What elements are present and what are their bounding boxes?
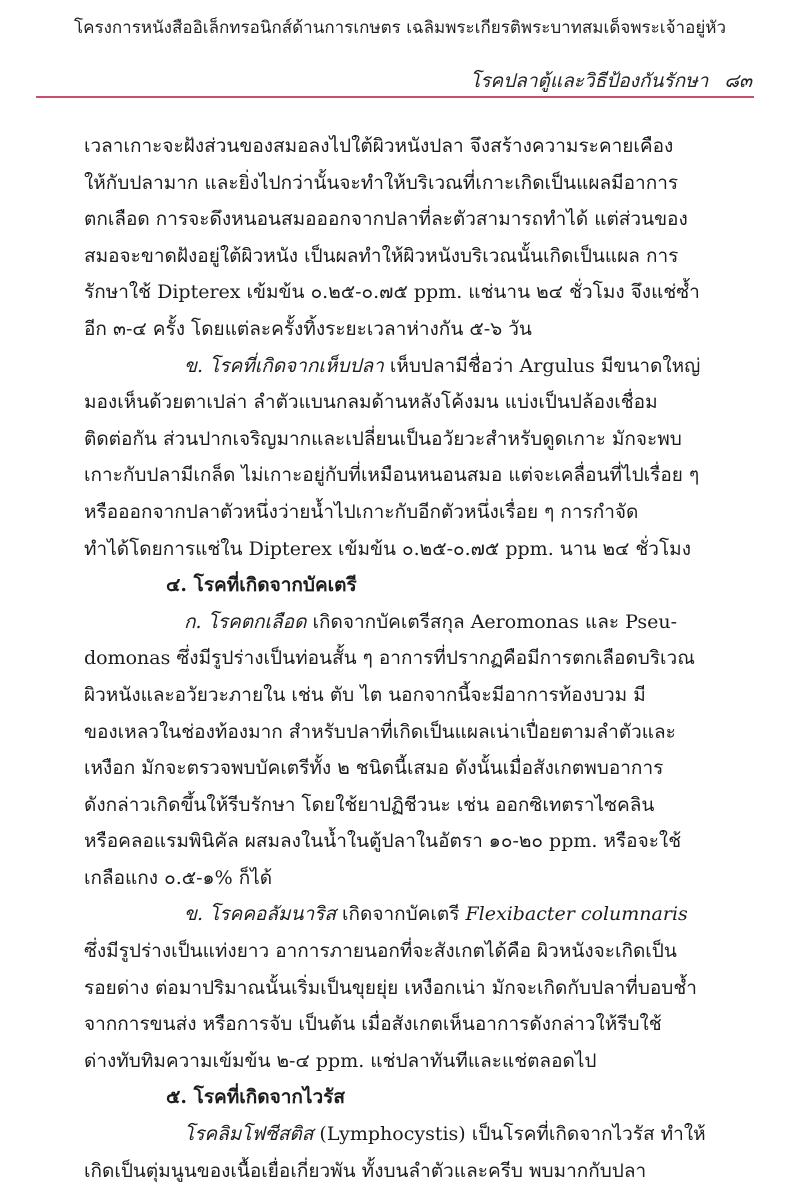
text-line: เกลือแกง ๐.๕-๑% ก็ได้ xyxy=(84,866,273,889)
text-line: ตกเลือด การจะดึงหนอนสมอออกจากปลาที่ละตัวสามารถทำได้ แต่ส่วนของ xyxy=(84,208,688,231)
text-line: เกาะกับปลามีเกล็ด ไม่เกาะอยู่กับที่เหมือนหนอนสมอ แต่จะเคลื่อนที่ไปเรื่อย ๆ xyxy=(84,464,700,487)
text-line: เหงือก มักจะตรวจพบบัคเตรีทั้ง ๒ ชนิดนี้เสมอ ดังนั้นเมื่อสังเกตพบอาการ xyxy=(84,757,664,780)
text-line: เวลาเกาะจะฝังส่วนของสมอลงไปใต้ผิวหนังปลา จึงสร้างความระคายเคือง xyxy=(84,135,674,157)
text-line: ทำได้โดยการแช่ใน Dipterex เข้มข้น ๐.๒๕-๐.๗๕ ppm. นาน ๒๔ ชั่วโมง xyxy=(84,537,691,560)
text-line: รักษาใช้ Dipterex เข้มข้น ๐.๒๕-๐.๗๕ ppm. แช่นาน ๒๔ ชั่วโมง จึงแช่ซ้ำ xyxy=(84,281,700,304)
text-line: หรือคลอแรมพินิคัล ผสมลงในน้ำในตู้ปลาในอัตรา ๑๐-๒๐ ppm. หรือจะใช้ xyxy=(84,830,682,853)
paragraph-start-line: ข. โรคที่เกิดจากเห็บปลา เห็บปลามีชื่อว่า Argulus มีขนาดใหญ่ xyxy=(184,354,701,377)
text-line: ซึ่งมีรูปร่างเป็นแท่งยาว อาการภายนอกที่จะสังเกตได้คือ ผิวหนังจะเกิดเป็น xyxy=(84,940,677,963)
section-heading: ๔. โรคที่เกิดจากบัคเตรี xyxy=(166,574,357,597)
text-line: ของเหลวในช่องท้องมาก สำหรับปลาที่เกิดเป็นแผลเน่าเปื่อยตามลำตัวและ xyxy=(84,720,676,743)
paragraph-start-line: โรคลิมโฟซีสติส (Lymphocystis) เป็นโรคที่เกิดจากไวรัส ทำให้ xyxy=(184,1123,706,1146)
series-title: โครงการหนังสืออิเล็กทรอนิกส์ด้านการเกษตร เฉลิมพระเกียรติพระบาทสมเด็จพระเจ้าอยู่หัว xyxy=(73,18,727,38)
text-line: ติดต่อกัน ส่วนปากเจริญมากและเปลี่ยนเป็นอวัยวะสำหรับดูดเกาะ มักจะพบ xyxy=(84,427,682,450)
body-text xyxy=(84,128,720,1189)
text-line: มองเห็นด้วยตาเปล่า ลำตัวแบนกลมด้านหลังโค้งมน แบ่งเป็นปล้องเชื่อม xyxy=(84,391,658,414)
subsection-title: ข. โรคที่เกิดจากเห็บปลา xyxy=(184,354,384,377)
text-line: อีก ๓-๔ ครั้ง โดยแต่ละครั้งทิ้งระยะเวลาห่างกัน ๕-๖ วัน xyxy=(84,317,532,340)
section-heading: ๕. โรคที่เกิดจากไวรัส xyxy=(166,1086,345,1109)
chapter-title: โรคปลาตู้และวิธีป้องกันรักษา xyxy=(470,70,709,92)
subsection-title: โรคลิมโฟซีสติส xyxy=(184,1123,314,1146)
text-line: รอยด่าง ต่อมาปริมาณนั้นเริ่มเป็นขุยยุ่ย เหงือกเน่า มักจะเกิดกับปลาที่บอบช้ำ xyxy=(84,976,697,999)
text-line: จากการขนส่ง หรือการจับ เป็นต้น เมื่อสังเกตเห็นอาการดังกล่าวให้รีบใช้ xyxy=(84,1013,662,1036)
text-line: ดังกล่าวเกิดขึ้นให้รีบรักษา โดยใช้ยาปฏิชีวนะ เช่น ออกซิเทตราไซคลิน xyxy=(84,793,655,816)
text-line: domonas ซึ่งมีรูปร่างเป็นท่อนสั้น ๆ อาการที่ปรากฏคือมีการตกเลือดบริเวณ xyxy=(84,647,695,670)
header-rule xyxy=(36,96,754,98)
subsection-title: ก. โรคตกเลือด xyxy=(184,610,307,633)
paragraph-start-line: ข. โรคคอลัมนาริส เกิดจากบัคเตรี Flexibacter columnaris xyxy=(184,903,688,926)
running-header xyxy=(470,66,752,96)
paragraph-start-line: ก. โรคตกเลือด เกิดจากบัคเตรีสกุล Aeromonas และ Pseu- xyxy=(184,610,678,633)
text-line: ด่างทับทิมความเข้มข้น ๒-๔ ppm. แช่ปลาทันทีและแช่ตลอดไป xyxy=(84,1049,597,1072)
subsection-title: ข. โรคคอลัมนาริส xyxy=(184,903,336,926)
text-line: สมอจะขาดฝังอยู่ใต้ผิวหนัง เป็นผลทำให้ผิวหนังบริเวณนั้นเกิดเป็นแผล การ xyxy=(84,244,679,267)
page-number: ๘๓ xyxy=(724,70,752,92)
species-name: Flexibacter columnaris xyxy=(465,903,688,926)
text-line: หรือออกจากปลาตัวหนึ่งว่ายน้ำไปเกาะกับอีกตัวหนึ่งเรื่อย ๆ การกำจัด xyxy=(84,500,639,523)
text-line: เกิดเป็นตุ่มนูนของเนื้อเยื่อเกี่ยวพัน ทั้งบนลำตัวและครีบ พบมากกับปลา xyxy=(84,1159,647,1182)
text-line: ผิวหนังและอวัยวะภายใน เช่น ตับ ไต นอกจากนี้จะมีอาการท้องบวม มี xyxy=(84,683,646,706)
text-line: ให้กับปลามาก และยิ่งไปกว่านั้นจะทำให้บริเวณที่เกาะเกิดเป็นแผลมีอาการ xyxy=(84,171,679,194)
